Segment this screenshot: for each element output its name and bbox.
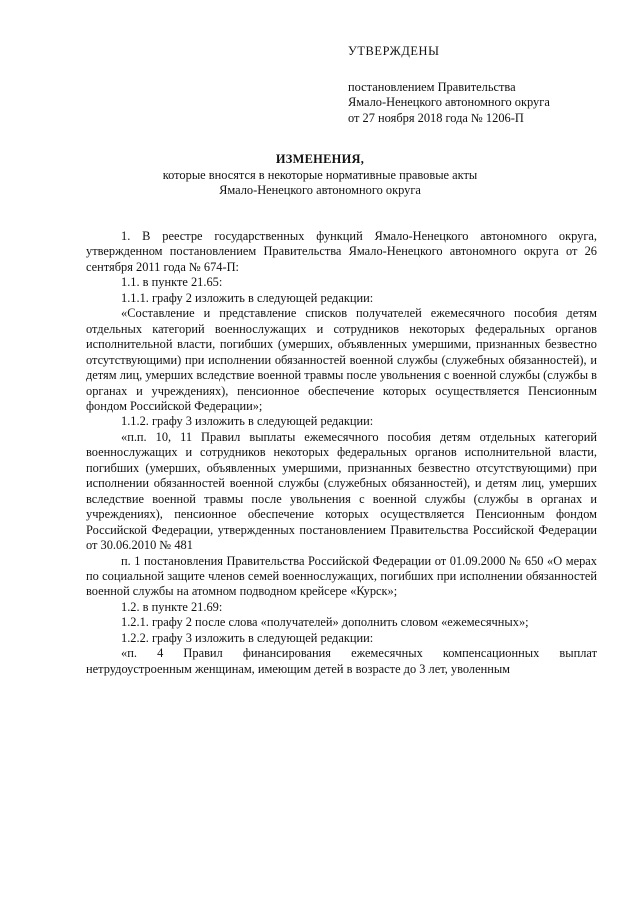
paragraph: 1.2. в пункте 21.69: [121, 599, 223, 614]
document-title-block [110, 152, 530, 199]
document-title: ИЗМЕНЕНИЯ, [275, 152, 365, 166]
document-subtitle-line: которые вносятся в некоторые нормативные правовые акты [162, 167, 478, 182]
paragraph: 1.2.1. графу 2 после слова «получателей» дополнить словом «ежемесячных»; [121, 615, 529, 630]
approval-heading: УТВЕРЖДЕНЫ [348, 44, 440, 58]
paragraph: «п.п. 10, 11 Правил выплаты ежемесячного пособия детям отдельных категорий военнослужащих и сотрудников некоторых федеральных органов исполнительной власти, погибших (умерших, объявленных умершими, признанных безвестно отсутствующими) при исполнении обязанностей военной службы (служебных обязанностей), и детям лиц, умерших вследствие военной травмы после увольнения с военной службы (службы в органах и учреждениях), пенсионное обеспечение которых осуществляется Пенсионным фондом Российской Федерации, утвержденных постановлением Правительства Российской Федерации от 30.06.2010 № 481 [86, 429, 597, 553]
approval-line: от 27 ноября 2018 года № 1206-П [348, 110, 524, 125]
paragraph: 1.1.1. графу 2 изложить в следующей редакции: [121, 290, 374, 305]
paragraph: п. 1 постановления Правительства Российской Федерации от 01.09.2000 № 650 «О мерах по социальной защите членов семей военнослужащих, погибших при исполнении обязанностей военной службы на атомном подводном крейсере «Курск»; [86, 553, 597, 599]
approval-line: Ямало-Ненецкого автономного округа [348, 95, 550, 109]
paragraph: 1. В реестре государственных функций Ямало-Ненецкого автономного округа, утвержденном постановлением Правительства Ямало-Ненецкого автономного округа от 26 сентября 2011 года № 674-П: [86, 229, 597, 274]
paragraph: «Составление и представление списков получателей ежемесячного пособия детям отдельных категорий военнослужащих и сотрудников некоторых федеральных органов исполнительной власти, погибших (умерших, объявленных умершими, признанных безвестно отсутствующими) при исполнении обязанностей военной службы (служебных обязанностей), и детям лиц, умерших вследствие военной травмы после увольнения с военной службы (службы в органах и учреждениях), пенсионное обеспечение которых осуществляется Пенсионным фондом Российской Федерации»; [86, 306, 597, 413]
paragraph: 1.1.2. графу 3 изложить в следующей редакции: [121, 414, 374, 429]
document-body [86, 229, 597, 677]
approval-line: постановлением Правительства [348, 79, 516, 94]
document-subtitle-line: Ямало-Ненецкого автономного округа [219, 183, 421, 197]
paragraph: 1.1. в пункте 21.65: [121, 275, 223, 290]
approval-block [348, 44, 628, 126]
paragraph: 1.2.2. графу 3 изложить в следующей редакции: [121, 630, 374, 645]
paragraph: «п. 4 Правил финансирования ежемесячных компенсационных выплат нетрудоустроенным женщинам, имеющим детей в возрасте до 3 лет, уволенным [86, 646, 597, 676]
